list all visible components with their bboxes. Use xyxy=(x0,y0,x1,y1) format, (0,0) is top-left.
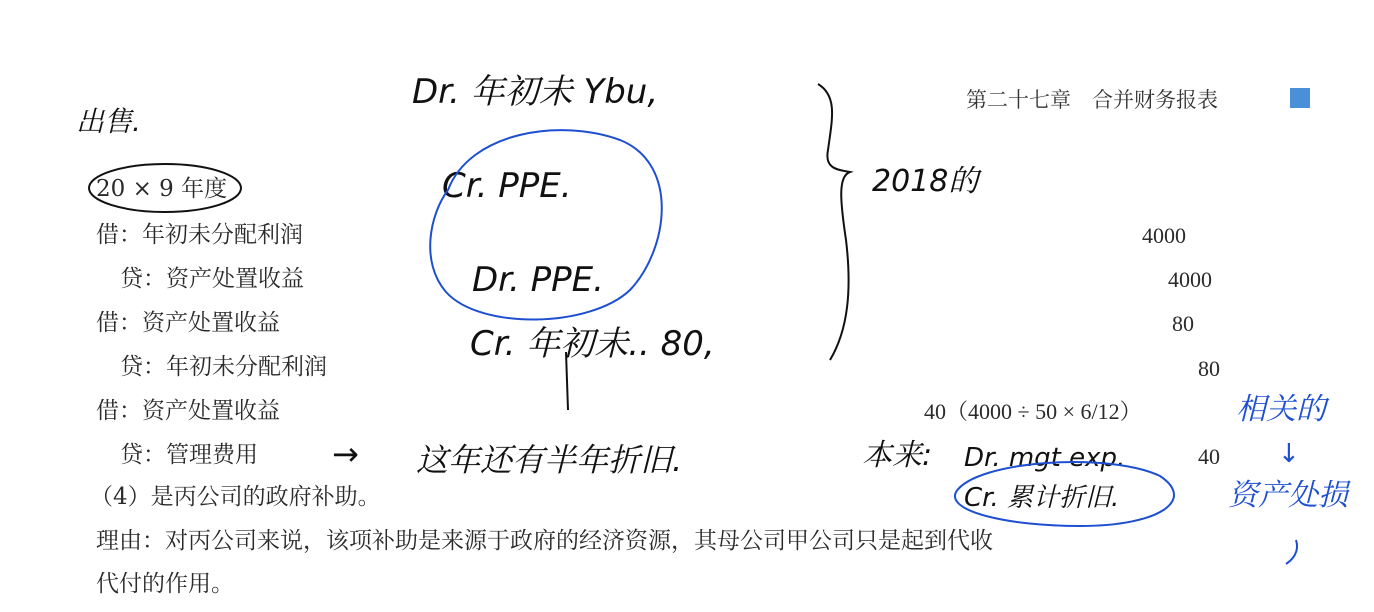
section-year-title: 20 × 9 年度 xyxy=(96,176,228,202)
entry-line-2-amount: 4000 xyxy=(1168,267,1212,292)
handwritten-sale-note: 出售. xyxy=(76,105,141,138)
handwritten-disposal-gain: 资产处损 xyxy=(1228,478,1348,513)
entry-line-4-amount: 80 xyxy=(1198,356,1220,381)
handwritten-cr-acc-dep: Cr. 累计折旧. xyxy=(964,483,1120,513)
entry-line-2-text: 贷：资产处置收益 xyxy=(120,266,304,292)
entry-line-5-amount: 40（4000 ÷ 50 × 6/12） xyxy=(924,399,1142,424)
entry-line-4-text: 贷：年初未分配利润 xyxy=(120,354,327,380)
year-circle-stroke xyxy=(89,164,241,212)
entry-line-1-text: 借：年初未分配利润 xyxy=(96,222,303,248)
chapter-header: 第二十七章 合并财务报表 xyxy=(966,88,1218,112)
entry-line-3-text: 借：资产处置收益 xyxy=(96,310,280,336)
handwritten-down-arrow-icon: ↓ xyxy=(1278,439,1300,469)
handwritten-year-2018: 2018的 xyxy=(872,164,979,199)
handwritten-dr-mgt-exp: Dr. mgt exp. xyxy=(964,443,1126,473)
entry-line-6-text: 贷：管理费用 xyxy=(120,442,258,468)
handwritten-cr-ppe: Cr. PPE. xyxy=(442,166,572,206)
blue-tail-stroke xyxy=(1286,540,1297,564)
handwritten-dr-retained: Dr. 年初未 Ybu, xyxy=(412,72,659,112)
entry-line-1-amount: 4000 xyxy=(1142,223,1186,248)
point-4-text: （4）是丙公司的政府补助。 xyxy=(90,484,381,510)
handwritten-cr-retained: Cr. 年初未.. 80, xyxy=(470,324,715,364)
handwritten-arrow-icon: → xyxy=(332,435,359,473)
reason-line-1: 理由：对丙公司来说，该项补助是来源于政府的经济资源，其母公司甲公司只是起到代收 xyxy=(96,528,993,554)
entry-line-5-text: 借：资产处置收益 xyxy=(96,398,280,424)
handwritten-dr-ppe: Dr. PPE. xyxy=(472,260,604,300)
entry-line-6-amount: 40 xyxy=(1198,444,1220,469)
ppe-oval-stroke xyxy=(430,130,662,319)
handwritten-original: 本来: xyxy=(862,438,933,473)
note-vertical-stroke xyxy=(566,352,568,410)
handwritten-depreciation-note: 这年还有半年折旧. xyxy=(416,441,683,479)
entry-line-3-amount: 80 xyxy=(1172,311,1194,336)
acc-dep-oval-stroke xyxy=(955,462,1174,526)
handwritten-related: 相关的 xyxy=(1236,392,1326,427)
reason-line-2: 代付的作用。 xyxy=(96,571,234,597)
brace-stroke xyxy=(818,84,850,360)
